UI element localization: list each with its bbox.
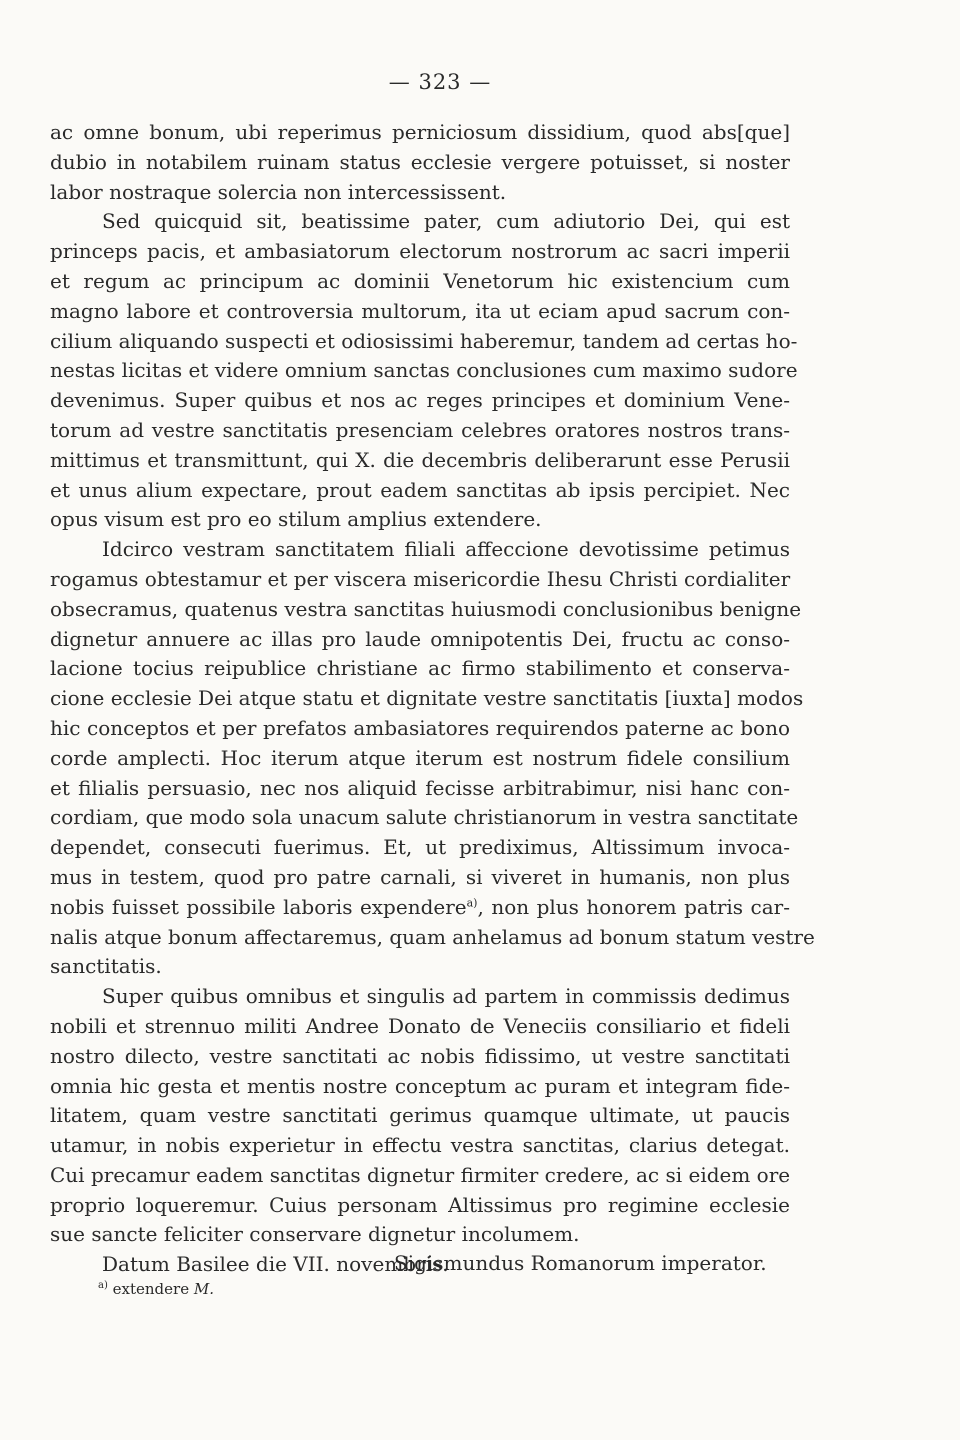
- text-line: omnia hic gesta et mentis nostre conceptum ac puram et integram fide-: [50, 1073, 790, 1098]
- text-line: nestas licitas et videre omnium sanctas conclusiones cum maximo sudore: [50, 358, 798, 383]
- text-line: corde amplecti. Hoc iterum atque iterum est nostrum fidele consilium: [50, 745, 790, 770]
- footnote-marker: a): [466, 896, 478, 910]
- text-line: sanctitatis.: [50, 954, 162, 979]
- text-line: cione ecclesie Dei atque statu et dignitate vestre sanctitatis [iuxta] modos: [50, 686, 804, 711]
- text-line: labor nostraque solercia non intercessissent.: [50, 179, 507, 204]
- text-line: obsecramus, quatenus vestra sanctitas huiusmodi conclusionibus benigne: [50, 596, 802, 621]
- text-line: cilium aliquando suspecti et odiosissimi haberemur, tandem ad certas ho-: [50, 328, 798, 353]
- text-line: torum ad vestre sanctitatis presenciam celebres oratores nostros trans-: [50, 417, 790, 442]
- page-number: — 323 —: [388, 70, 492, 94]
- text-line: sue sancte feliciter conservare dignetur incolumem.: [50, 1222, 580, 1247]
- text-line: princeps pacis, et ambasiatorum electorum nostrorum ac sacri imperii: [50, 239, 790, 264]
- text-line: et unus alium expectare, prout eadem sanctitas ab ipsis percipiet. Nec: [50, 477, 790, 502]
- text-line: magno labore et controversia multorum, ita ut eciam apud sacrum con-: [50, 298, 790, 323]
- text-line: devenimus. Super quibus et nos ac reges principes et dominium Vene-: [50, 388, 790, 413]
- paragraph-1: [50, 118, 790, 207]
- footnote: [98, 1280, 214, 1298]
- text-line: nostro dilecto, vestre sanctitati ac nobis fidissimo, ut vestre sanctitati: [50, 1043, 790, 1068]
- paragraph-2: [50, 207, 798, 535]
- footnote-text: extendere: [112, 1280, 190, 1298]
- text-line: Super quibus omnibus et singulis ad partem in commissis dedimus: [102, 984, 790, 1009]
- text-line: opus visum est pro eo stilum amplius extendere.: [50, 507, 542, 532]
- text-line: lacione tocius reipublice christiane ac firmo stabilimento et conserva-: [50, 656, 790, 681]
- text-segment: nobis fuisset possibile laboris expendere: [50, 894, 467, 919]
- body-text: [50, 118, 815, 1280]
- text-line: ac omne bonum, ubi reperimus perniciosum dissidium, quod abs[que]: [50, 120, 790, 144]
- text-line: mittimus et transmittunt, qui X. die decembris deliberarunt esse Perusii: [50, 447, 790, 472]
- signature: Sigismundus Romanorum imperator.: [394, 1251, 767, 1275]
- footnote-marker: a): [98, 1280, 108, 1291]
- paragraph-3: [50, 535, 815, 982]
- text-line-with-footnote: [50, 893, 790, 923]
- text-line: dignetur annuere ac illas pro laude omnipotentis Dei, fructu ac conso-: [50, 626, 790, 651]
- text-line: Cui precamur eadem sanctitas dignetur firmiter credere, ac si eidem ore: [50, 1162, 791, 1187]
- text-line: litatem, quam vestre sanctitati gerimus quamque ultimate, ut paucis: [50, 1103, 790, 1128]
- text-line: nalis atque bonum affectaremus, quam anhelamus ad bonum statum vestre: [50, 924, 815, 949]
- text-line: Idcirco vestram sanctitatem filiali affeccione devotissime petimus: [102, 537, 790, 562]
- text-line: dependet, consecuti fuerimus. Et, ut prediximus, Altissimum invoca-: [50, 835, 790, 860]
- text-line: utamur, in nobis experietur in effectu vestra sanctitas, clarius detegat.: [50, 1133, 790, 1158]
- text-line: et filialis persuasio, nec nos aliquid fecisse arbitrabimur, nisi hanc con-: [50, 775, 790, 800]
- paragraph-4: [50, 982, 790, 1250]
- text-line: proprio loqueremur. Cuius personam Altissimus pro regimine ecclesie: [50, 1192, 790, 1217]
- text-line: Datum Basilee die VII. novembris.: [102, 1252, 449, 1277]
- text-line: et regum ac principum ac dominii Venetorum hic existencium cum: [50, 268, 790, 293]
- text-line: Sed quicquid sit, beatissime pater, cum adiutorio Dei, qui est: [102, 209, 790, 234]
- text-line: rogamus obtestamur et per viscera misericordie Ihesu Christi cordialiter: [50, 566, 791, 591]
- text-line: cordiam, que modo sola unacum salute christianorum in vestra sanctitate: [50, 805, 799, 830]
- footnote-abbrev: M.: [193, 1280, 215, 1298]
- text-line: hic conceptos et per prefatos ambasiatores requirendos paterne ac bono: [50, 715, 790, 740]
- text-line: nobili et strennuo militi Andree Donato de Veneciis consiliario et fideli: [50, 1013, 790, 1038]
- text-segment: , non plus honorem patris car-: [477, 894, 790, 919]
- text-line: mus in testem, quod pro patre carnali, si viveret in humanis, non plus: [50, 864, 790, 889]
- text-line: dubio in notabilem ruinam status ecclesie vergere potuisset, si noster: [50, 149, 790, 174]
